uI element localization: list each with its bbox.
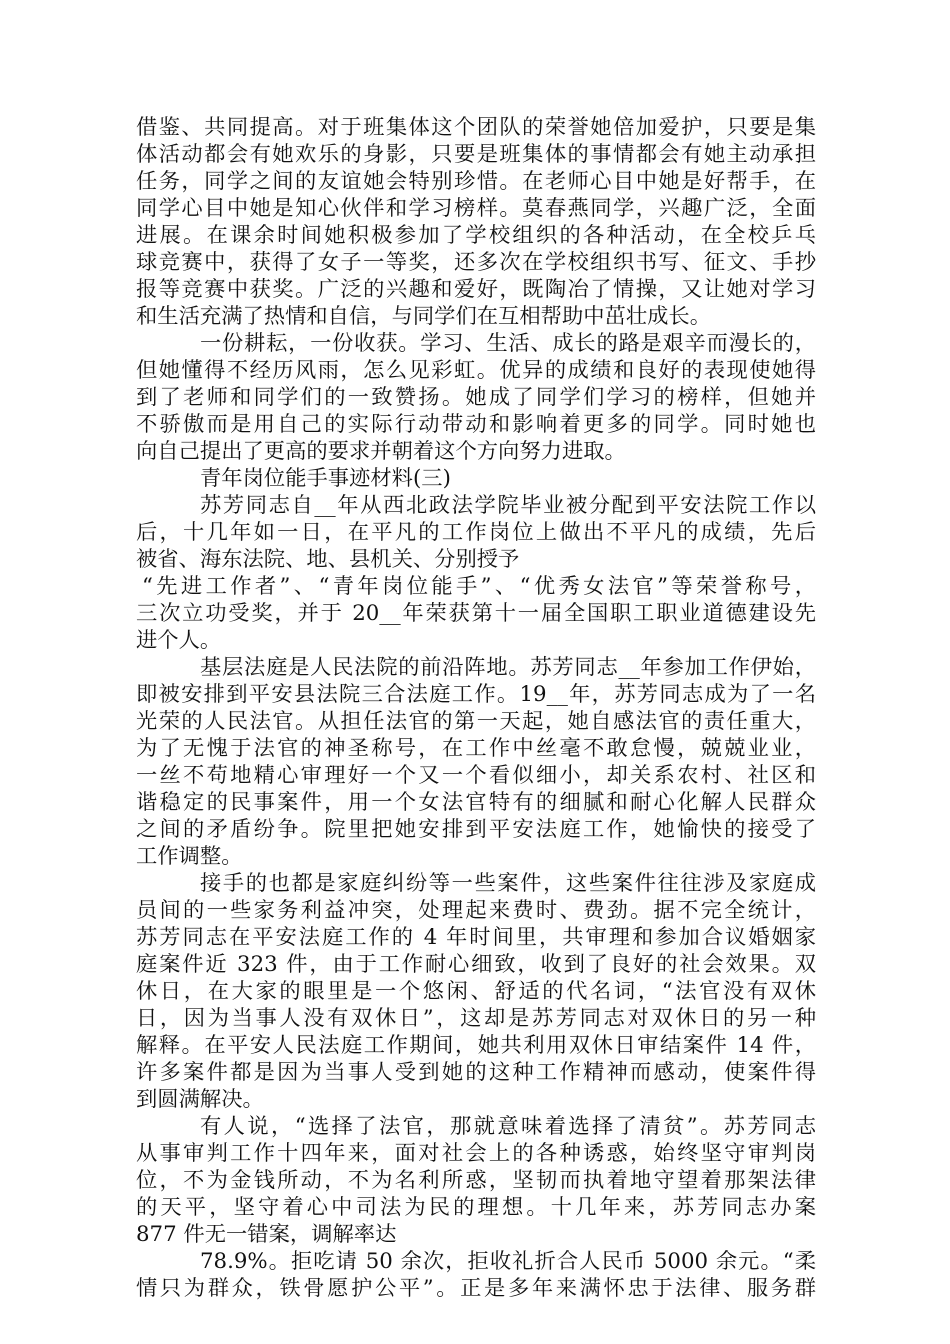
text-line: 员间的一些家务利益冲突，处理起来费时、费劲。据不完全统计， xyxy=(136,898,816,923)
text-line: 但她懂得不经历风雨，怎么见彩虹。优异的成绩和良好的表现使她得 xyxy=(136,358,816,383)
text-line: 球竞赛中，获得了女子一等奖，还多次在学校组织书写、征文、手抄 xyxy=(136,250,816,275)
text-line: 从事审判工作十四年来，面对社会上的各种诱惑，始终坚守审判岗 xyxy=(136,1141,816,1166)
text-line: “先进工作者”、“青年岗位能手”、“优秀女法官”等荣誉称号， xyxy=(142,574,816,599)
text-line: 877 件无一错案，调解率达 xyxy=(136,1222,397,1247)
text-line: 报等竞赛中获奖。广泛的兴趣和爱好，既陶冶了情操，又让她对学习 xyxy=(136,277,816,302)
text-line: 即被安排到平安县法院三合法庭工作。19__年，苏芳同志成为了一名 xyxy=(136,682,816,707)
text-line: 任务，同学之间的友谊她会特别珍惜。在老师心目中她是好帮手，在 xyxy=(136,169,816,194)
text-line: 进展。在课余时间她积极参加了学校组织的各种活动，在全校乒乓 xyxy=(136,223,816,248)
text-line: 的天平，坚守着心中司法为民的理想。十几年来，苏芳同志办案 xyxy=(136,1195,816,1220)
text-line: 向自己提出了更高的要求并朝着这个方向努力进取。 xyxy=(136,439,626,464)
text-line: 78.9%。拒吃请 50 余次，拒收礼折合人民币 5000 余元。“柔 xyxy=(200,1249,816,1274)
text-line: 不骄傲而是用自己的实际行动带动和影响着更多的同学。同时她也 xyxy=(136,412,816,437)
text-line: 日，因为当事人没有双休日”，这却是苏芳同志对双休日的另一种 xyxy=(136,1006,816,1031)
text-line: 同学心目中她是知心伙伴和学习榜样。莫春燕同学，兴趣广泛，全面 xyxy=(136,196,816,221)
text-line: 一份耕耘，一份收获。学习、生活、成长的路是艰辛而漫长的， xyxy=(200,331,816,356)
text-line: 苏芳同志自__年从西北政法学院毕业被分配到平安法院工作以 xyxy=(200,493,816,518)
text-line: 体活动都会有她欢乐的身影，只要是班集体的事情都会有她主动承担 xyxy=(136,142,816,167)
text-line: 基层法庭是人民法院的前沿阵地。苏芳同志__年参加工作伊始， xyxy=(200,655,816,680)
text-line: 为了无愧于法官的神圣称号，在工作中丝毫不敢怠慢，兢兢业业， xyxy=(136,736,816,761)
text-line: 休日，在大家的眼里是一个悠闲、舒适的代名词，“法官没有双休 xyxy=(136,979,816,1004)
text-line: 三次立功受奖，并于 20__年荣获第十一届全国职工职业道德建设先 xyxy=(136,601,816,626)
text-line: 解释。在平安人民法庭工作期间，她共利用双休日审结案件 14 件， xyxy=(136,1033,816,1058)
text-line: 到圆满解决。 xyxy=(136,1087,264,1112)
text-line: 有人说，“选择了法官，那就意味着选择了清贫”。苏芳同志 xyxy=(200,1114,816,1139)
text-line: 到了老师和同学们的一致赞扬。她成了同学们学习的榜样，但她并 xyxy=(136,385,816,410)
text-line: 接手的也都是家庭纠纷等一些案件，这些案件往往涉及家庭成 xyxy=(200,871,816,896)
text-line: 情只为群众，铁骨愿护公平”。正是多年来满怀忠于法律、服务群 xyxy=(136,1276,816,1301)
text-line: 位，不为金钱所动，不为名利所惑，坚韧而执着地守望着那架法律 xyxy=(136,1168,816,1193)
text-line: 庭案件近 323 件，由于工作耐心细致，收到了良好的社会效果。双 xyxy=(136,952,816,977)
text-line: 苏芳同志在平安法庭工作的 4 年时间里，共审理和参加合议婚姻家 xyxy=(136,925,816,950)
text-line: 进个人。 xyxy=(136,628,222,653)
text-line: 之间的矛盾纷争。院里把她安排到平安法庭工作，她愉快的接受了 xyxy=(136,817,816,842)
text-line: 谐稳定的民事案件，用一个女法官特有的细腻和耐心化解人民群众 xyxy=(136,790,816,815)
text-line: 被省、海东法院、地、县机关、分别授予 xyxy=(136,547,520,572)
text-line: 一丝不苟地精心审理好一个又一个看似细小，却关系农村、社区和 xyxy=(136,763,816,788)
text-line: 许多案件都是因为当事人受到她的这种工作精神而感动，使案件得 xyxy=(136,1060,816,1085)
text-line: 工作调整。 xyxy=(136,844,243,869)
section-heading: 青年岗位能手事迹材料(三) xyxy=(200,466,451,491)
text-line: 借鉴、共同提高。对于班集体这个团队的荣誉她倍加爱护，只要是集 xyxy=(136,115,816,140)
document-body-text xyxy=(136,114,816,1302)
text-line: 后，十几年如一日，在平凡的工作岗位上做出不平凡的成绩，先后 xyxy=(136,520,816,545)
text-line: 和生活充满了热情和自信，与同学们在互相帮助中茁壮成长。 xyxy=(136,304,712,329)
text-line: 光荣的人民法官。从担任法官的第一天起，她自感法官的责任重大， xyxy=(136,709,816,734)
